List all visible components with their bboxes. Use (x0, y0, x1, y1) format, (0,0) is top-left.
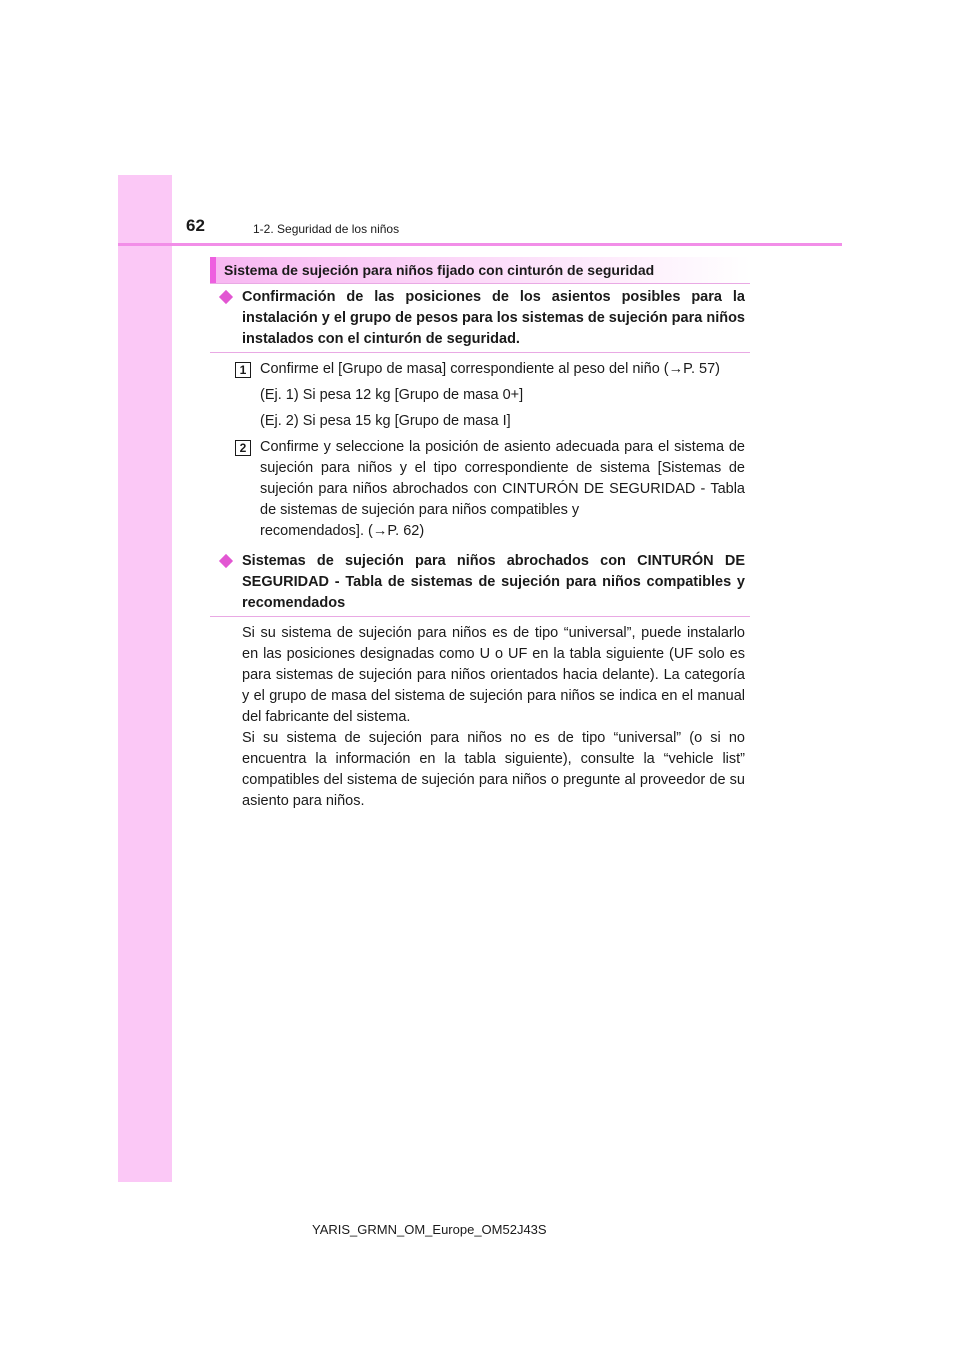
section-header: 1-2. Seguridad de los niños (253, 222, 400, 236)
subheading-rule (210, 352, 750, 353)
footer-doc-id: YARIS_GRMN_OM_Europe_OM52J43S (312, 1222, 547, 1237)
subheading-sistemas: Sistemas de sujeción para niños abrochados con CINTURÓN DE SEGURIDAD - Tabla de sistemas de sujeción para niños compatibles y recomendados (242, 553, 745, 611)
subheading-confirmacion: Confirmación de las posiciones de los asientos posibles para la instalación y el grupo de pesos para los sistemas de sujeción para niños instalados con el cinturón de seguridad. (242, 289, 745, 347)
box-title: Sistema de sujeción para niños fijado con cinturón de seguridad (210, 257, 750, 283)
diamond-bullet-icon (219, 290, 233, 304)
diamond-bullet-icon (219, 554, 233, 568)
box-title-rule (210, 283, 750, 284)
step-text-last: recomendados]. (→P. 62) (260, 523, 425, 539)
page-number: 62 (186, 216, 205, 235)
subheading-rule (210, 616, 750, 617)
body-paragraph: Si su sistema de sujeción para niños es de tipo “universal”, puede instalarlo en las posiciones designadas como U o UF en la tabla siguiente (UF solo es para sistemas de sujeción para niños orientados hacia delante). La categoría y el grupo de masa del sistema de sujeción para niños se indica en el manual del fabricante del sistema. (242, 625, 745, 725)
step-text: Confirme y seleccione la posición de asiento adecuada para el sistema de sujeción para niños y el tipo correspondiente de sistema [Sistemas de sujeción para niños abrochados con CINTURÓN DE SEGURIDAD - Tabla de sistemas de sujeción para niños compatibles y (260, 439, 745, 518)
step-text: Confirme el [Grupo de masa] correspondiente al peso del niño (→P. 57) (260, 361, 720, 377)
step-example: (Ej. 1) Si pesa 12 kg [Grupo de masa 0+] (260, 387, 524, 403)
body-paragraph: Si su sistema de sujeción para niños no es de tipo “universal” (o si no encuentra la información en la tabla siguiente), consulte la “vehicle list” compatibles del sistema de sujeción para niños o pregunte al proveedor de su asiento para niños. (242, 730, 745, 809)
header-rule (118, 243, 842, 246)
side-thumb-band (118, 175, 172, 1182)
step-number-box: 1 (235, 362, 251, 378)
step-example: (Ej. 2) Si pesa 15 kg [Grupo de masa I] (260, 413, 511, 429)
step-number-box: 2 (235, 440, 251, 456)
